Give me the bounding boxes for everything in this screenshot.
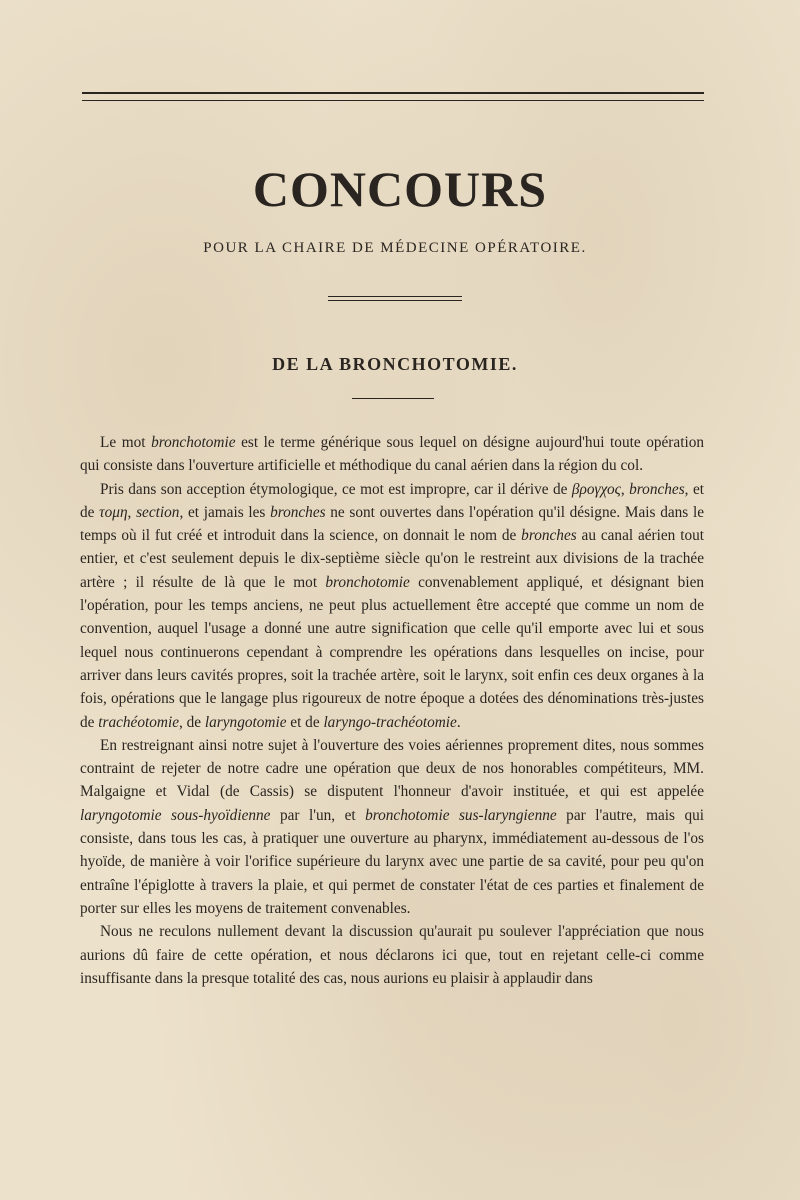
section-divider <box>328 296 462 301</box>
page-subtitle: POUR LA CHAIRE DE MÉDECINE OPÉRATOIRE. <box>203 240 587 256</box>
italic-term: bronches <box>521 527 577 545</box>
text-run: Le mot <box>100 434 152 451</box>
text-run: En restreignant ainsi notre sujet à l'ouverture des voies aériennes proprement dites, nous sommes contraint de rejeter de notre cadre une opération que deux de nos honorables compétiteurs, MM. Malgaigne et Vidal (de Cassis) se disputent l'honneur d'avoir instituée, et qui est appelée <box>80 736 704 801</box>
paragraph <box>80 920 704 990</box>
italic-term: laryngo-trachéotomie <box>323 713 457 731</box>
italic-term: bronchotomie sus-laryngienne <box>365 806 557 824</box>
body-text <box>80 431 704 990</box>
italic-term: bronchotomie <box>325 573 410 591</box>
italic-term: section <box>136 503 180 521</box>
italic-term: bronches <box>629 480 685 498</box>
section-heading: DE LA BRONCHOTOMIE. <box>272 354 518 374</box>
italic-term: laryngotomie sous-hyoïdienne <box>80 806 271 824</box>
text-run: . <box>456 713 461 731</box>
page-title: CONCOURS <box>252 161 548 217</box>
italic-term: βρογχος <box>571 480 621 498</box>
italic-term: τομη <box>99 503 128 521</box>
text-run: au canal aérien tout entier, et c'est seulement depuis le dix-septième siècle qu'on le restreint aux divisions de la trachée artère ; il résulte de là que le mot <box>80 527 704 591</box>
text-run: ne sont ouvertes dans l'opération qu'il désigne. Mais dans le temps où il fut créé et introduit dans la science, on donnait le nom de <box>80 503 705 545</box>
italic-term: laryngotomie <box>204 713 287 731</box>
text-run: Pris dans son acception étymologique, ce mot est impropre, car il dérive de <box>100 480 572 498</box>
paragraph <box>80 431 704 478</box>
text-run: convenablement appliqué, et désignant bien l'opération, pour les temps anciens, ne peut plus actuellement être accepté que comme un nom de convention, auquel l'usage a donné une autre signification que celle qu'il emporte avec lui et sous lequel nous continuerons cependant à comprendre les opérations dans lesquelles on incise, pour arriver dans leurs cavités propres, soit la trachée artère, soit le larynx, soit enfin ces deux organes à la fois, opérations que le langage plus rigoureux de notre époque a dotées des dénominations très-justes de <box>80 573 705 731</box>
text-run: , <box>127 503 137 521</box>
text-run: par l'un, et <box>270 806 366 824</box>
text-run: par l'autre, mais qui consiste, dans tous les cas, à pratiquer une ouverture au pharynx, immédiatement au-dessous de l'os hyoïde, de manière à voir l'orifice supérieure du larynx avec une partie de sa cavité, pour peu qu'on entraîne l'épiglotte à travers la plaie, et qui permet de constater l'état de ces parties et finalement de porter sur elles les moyens de traitement convenables. <box>80 806 704 917</box>
text-run: Nous ne reculons nullement devant la discussion qu'aurait pu soulever l'appréciation que nous aurions dû faire de cette opération, et nous déclarons ici que, tout en rejetant celle-ci comme insuffisante dans la presque totalité des cas, nous aurions eu plaisir à applaudir dans <box>80 923 704 987</box>
italic-term: bronchotomie <box>151 434 236 451</box>
text-run: , <box>620 480 630 498</box>
text-run: , et jamais les <box>179 503 271 521</box>
paragraph <box>80 478 704 734</box>
text-run: est le terme générique sous lequel on désigne aujourd'hui toute opération qui consiste dans l'ouverture artificielle et méthodique du canal aérien dans la région du col. <box>80 434 704 475</box>
text-run: , de <box>178 713 205 731</box>
top-double-rule <box>82 92 704 101</box>
italic-term: bronches <box>270 503 326 521</box>
paragraph <box>80 734 704 920</box>
italic-term: trachéotomie <box>98 713 179 731</box>
text-run: et de <box>286 713 324 731</box>
text-run: , et de <box>80 480 704 521</box>
heading-underline <box>352 398 434 399</box>
